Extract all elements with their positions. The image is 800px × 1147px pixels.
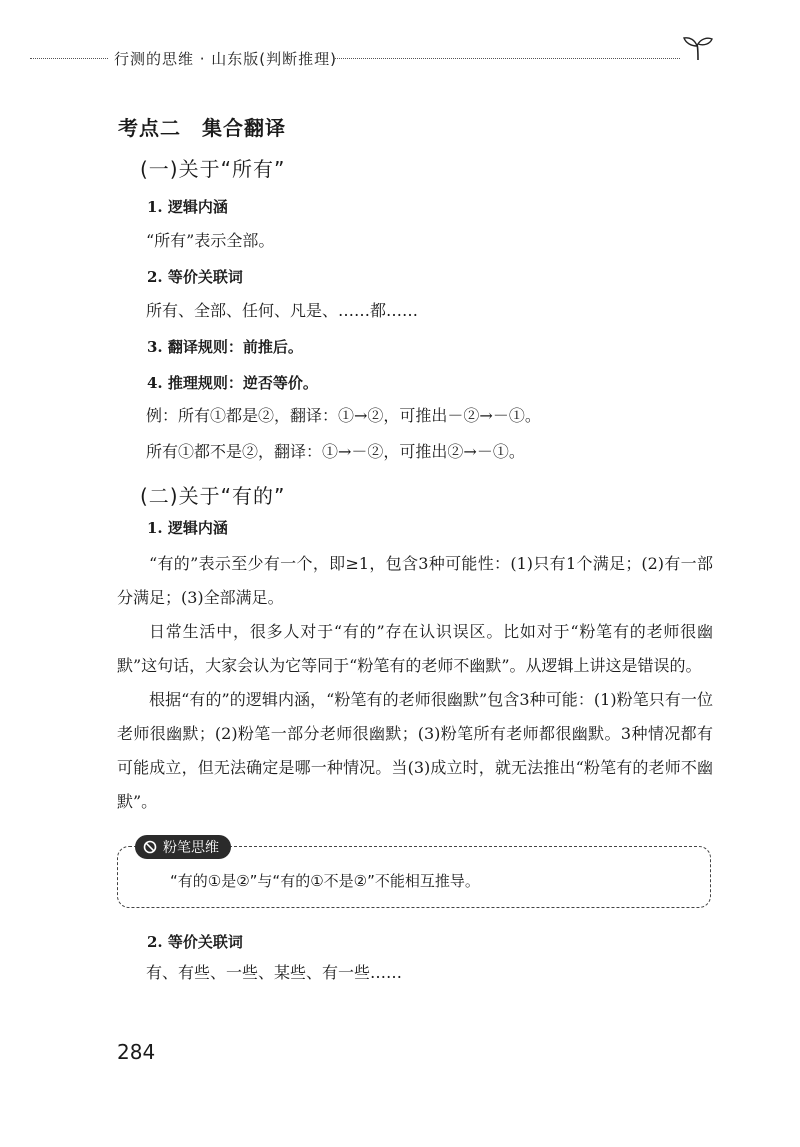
no-sign-icon [143, 840, 157, 854]
example-line-1: 例：所有①都是②，翻译：①→②，可推出－②→－①。 [146, 406, 541, 425]
subsection-title-some: (二)关于“有的” [140, 484, 286, 508]
label-logic-meaning: 1. 逻辑内涵 [147, 198, 228, 216]
paragraph-three-cases: 根据“有的”的逻辑内涵，“粉笔有的老师很幽默”包含3种可能：(1)粉笔只有一位老师很幽默；(2)粉笔一部分老师很幽默；(3)粉笔所有老师都很幽默。3种情况都有可能成立，但无法确定是哪一种情况。当(3)成立时，就无法推出“粉笔有的老师不幽默”。 [117, 690, 713, 811]
running-title: 行测的思维 · 山东版(判断推理) [114, 50, 338, 68]
label-equivalent-words-2: 2. 等价关联词 [147, 933, 243, 951]
header-rule-right [335, 58, 680, 59]
text-equivalent-words-2: 有、有些、一些、某些、有一些…… [146, 963, 403, 982]
label-logic-meaning-2: 1. 逻辑内涵 [147, 519, 228, 537]
subsection-title-all: (一)关于“所有” [140, 157, 286, 181]
text-equivalent-words: 所有、全部、任何、凡是、……都…… [146, 301, 419, 320]
header-rule-left [30, 58, 108, 59]
example-line-2: 所有①都不是②，翻译：①→－②，可推出②→－①。 [146, 442, 525, 461]
section-title: 考点二 集合翻译 [118, 116, 286, 140]
tip-badge [135, 835, 231, 859]
page-number: 284 [117, 1040, 156, 1064]
paragraph-some-meaning: “有的”表示至少有一个，即≥1，包含3种可能性：(1)只有1个满足；(2)有一部分满足；(3)全部满足。 [117, 554, 713, 607]
tip-title: 粉笔思维 [163, 840, 219, 856]
paragraph-misconception: 日常生活中，很多人对于“有的”存在认识误区。比如对于“粉笔有的老师很幽默”这句话，大家会认为它等同于“粉笔有的老师不幽默”。从逻辑上讲这是错误的。 [117, 622, 713, 675]
label-equivalent-words: 2. 等价关联词 [147, 268, 243, 286]
label-inference-rule: 4. 推理规则：逆否等价。 [147, 374, 318, 392]
text-all-meaning: “所有”表示全部。 [146, 231, 275, 250]
label-translation-rule: 3. 翻译规则：前推后。 [147, 338, 303, 356]
sprout-icon [682, 34, 714, 62]
tip-text: “有的①是②”与“有的①不是②”不能相互推导。 [170, 872, 480, 890]
